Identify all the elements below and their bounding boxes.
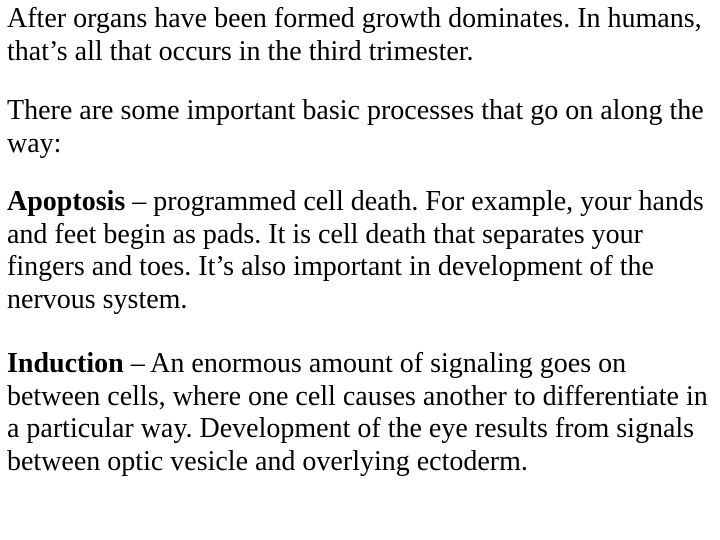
apoptosis-paragraph: [7, 186, 713, 316]
induction-paragraph: [7, 348, 713, 478]
induction-term: Induction: [7, 348, 124, 379]
processes-paragraph: [7, 95, 713, 160]
growth-paragraph: [7, 3, 713, 68]
growth-text: After organs have been formed growth dominates. In humans, that’s all that occurs in the third trimester.: [7, 3, 702, 67]
induction-definition: – An enormous amount of signaling goes on between cells, where one cell causes another to differentiate in a particular way. Development of the eye results from signals between optic vesicle and overlying ectoderm.: [7, 348, 708, 477]
apoptosis-definition: – programmed cell death. For example, your hands and feet begin as pads. It is cell death that separates your fingers and toes. It’s also important in development of the nervous system.: [7, 186, 704, 315]
apoptosis-term: Apoptosis: [7, 186, 126, 217]
processes-text: There are some important basic processes that go on along the way:: [7, 95, 704, 159]
